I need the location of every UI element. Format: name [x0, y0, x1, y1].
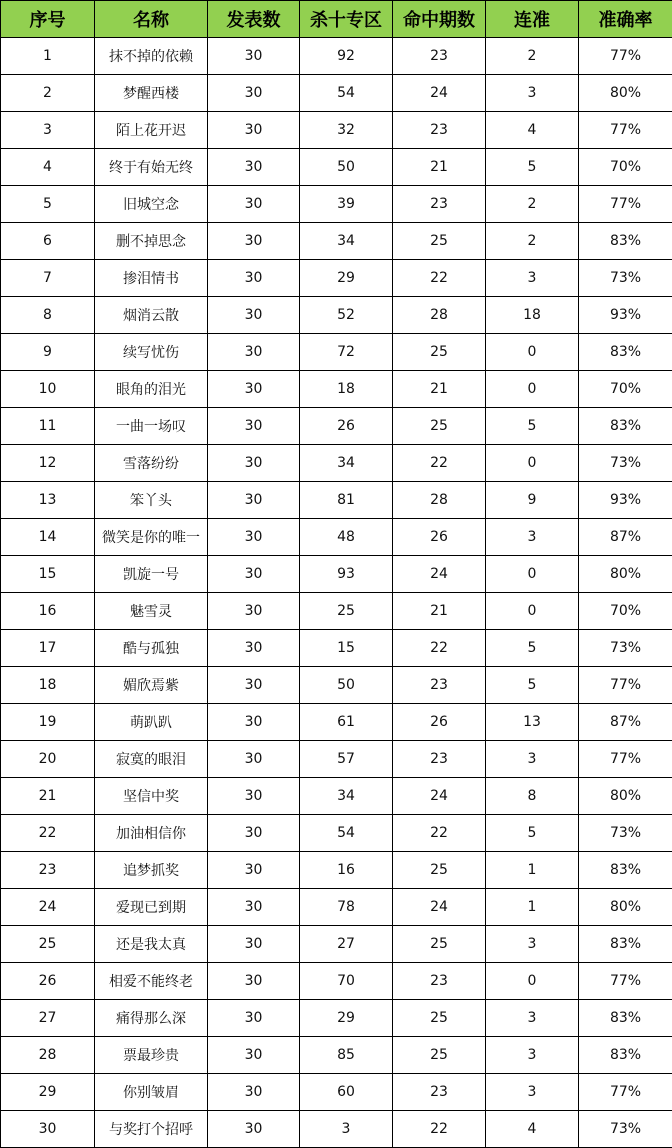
cell-kill-ten: 93 — [300, 556, 393, 593]
cell-kill-ten: 54 — [300, 75, 393, 112]
cell-name: 删不掉思念 — [95, 223, 208, 260]
cell-hits: 26 — [393, 519, 486, 556]
header-posts: 发表数 — [208, 1, 300, 38]
cell-kill-ten: 92 — [300, 38, 393, 75]
table-row — [1, 630, 672, 667]
cell-accuracy: 83% — [579, 408, 672, 445]
table-row — [1, 519, 672, 556]
cell-index: 26 — [1, 963, 95, 1000]
header-name: 名称 — [95, 1, 208, 38]
cell-hits: 25 — [393, 1037, 486, 1074]
cell-kill-ten: 29 — [300, 1000, 393, 1037]
cell-hits: 22 — [393, 260, 486, 297]
table-row — [1, 1074, 672, 1111]
cell-name: 媚欣焉紫 — [95, 667, 208, 704]
cell-streak: 0 — [486, 371, 579, 408]
cell-streak: 9 — [486, 482, 579, 519]
cell-index: 17 — [1, 630, 95, 667]
cell-kill-ten: 15 — [300, 630, 393, 667]
cell-accuracy: 80% — [579, 556, 672, 593]
cell-streak: 0 — [486, 963, 579, 1000]
cell-streak: 5 — [486, 630, 579, 667]
cell-accuracy: 80% — [579, 778, 672, 815]
cell-index: 10 — [1, 371, 95, 408]
cell-name: 坚信中奖 — [95, 778, 208, 815]
cell-posts: 30 — [208, 593, 300, 630]
cell-accuracy: 70% — [579, 371, 672, 408]
cell-index: 11 — [1, 408, 95, 445]
header-row — [1, 1, 672, 38]
table-row — [1, 334, 672, 371]
table-row — [1, 815, 672, 852]
cell-kill-ten: 32 — [300, 112, 393, 149]
cell-accuracy: 83% — [579, 852, 672, 889]
cell-posts: 30 — [208, 445, 300, 482]
cell-posts: 30 — [208, 556, 300, 593]
cell-accuracy: 80% — [579, 889, 672, 926]
cell-name: 追梦抓奖 — [95, 852, 208, 889]
header-index: 序号 — [1, 1, 95, 38]
table-row — [1, 667, 672, 704]
cell-streak: 5 — [486, 408, 579, 445]
cell-index: 9 — [1, 334, 95, 371]
cell-streak: 3 — [486, 260, 579, 297]
cell-hits: 25 — [393, 334, 486, 371]
cell-index: 19 — [1, 704, 95, 741]
cell-index: 4 — [1, 149, 95, 186]
cell-posts: 30 — [208, 371, 300, 408]
cell-hits: 25 — [393, 223, 486, 260]
cell-kill-ten: 81 — [300, 482, 393, 519]
cell-index: 14 — [1, 519, 95, 556]
cell-accuracy: 83% — [579, 334, 672, 371]
table-row — [1, 889, 672, 926]
table-header — [1, 1, 672, 38]
cell-streak: 5 — [486, 667, 579, 704]
cell-hits: 21 — [393, 593, 486, 630]
cell-posts: 30 — [208, 482, 300, 519]
cell-hits: 22 — [393, 445, 486, 482]
cell-accuracy: 77% — [579, 112, 672, 149]
cell-streak: 4 — [486, 112, 579, 149]
cell-posts: 30 — [208, 260, 300, 297]
table-row — [1, 741, 672, 778]
cell-name: 终于有始无终 — [95, 149, 208, 186]
cell-accuracy: 73% — [579, 445, 672, 482]
cell-accuracy: 77% — [579, 667, 672, 704]
cell-kill-ten: 60 — [300, 1074, 393, 1111]
cell-index: 7 — [1, 260, 95, 297]
table-row — [1, 778, 672, 815]
cell-kill-ten: 18 — [300, 371, 393, 408]
cell-streak: 0 — [486, 445, 579, 482]
cell-kill-ten: 61 — [300, 704, 393, 741]
cell-accuracy: 80% — [579, 75, 672, 112]
cell-hits: 22 — [393, 815, 486, 852]
cell-hits: 28 — [393, 482, 486, 519]
table-row — [1, 260, 672, 297]
header-accuracy: 准确率 — [579, 1, 672, 38]
cell-kill-ten: 70 — [300, 963, 393, 1000]
cell-streak: 2 — [486, 38, 579, 75]
cell-streak: 2 — [486, 223, 579, 260]
cell-streak: 0 — [486, 556, 579, 593]
table-row — [1, 1037, 672, 1074]
cell-accuracy: 77% — [579, 1074, 672, 1111]
cell-hits: 21 — [393, 371, 486, 408]
cell-kill-ten: 78 — [300, 889, 393, 926]
cell-name: 你别皱眉 — [95, 1074, 208, 1111]
cell-hits: 28 — [393, 297, 486, 334]
cell-hits: 23 — [393, 38, 486, 75]
cell-kill-ten: 50 — [300, 667, 393, 704]
cell-posts: 30 — [208, 297, 300, 334]
cell-posts: 30 — [208, 667, 300, 704]
table-row — [1, 482, 672, 519]
cell-name: 微笑是你的唯一 — [95, 519, 208, 556]
cell-streak: 3 — [486, 1037, 579, 1074]
cell-index: 30 — [1, 1111, 95, 1148]
cell-index: 29 — [1, 1074, 95, 1111]
cell-kill-ten: 34 — [300, 778, 393, 815]
cell-name: 寂寞的眼泪 — [95, 741, 208, 778]
cell-kill-ten: 48 — [300, 519, 393, 556]
cell-kill-ten: 25 — [300, 593, 393, 630]
cell-posts: 30 — [208, 741, 300, 778]
cell-streak: 18 — [486, 297, 579, 334]
table-row — [1, 704, 672, 741]
cell-hits: 23 — [393, 741, 486, 778]
table-row — [1, 556, 672, 593]
cell-kill-ten: 34 — [300, 445, 393, 482]
cell-streak: 0 — [486, 593, 579, 630]
cell-index: 27 — [1, 1000, 95, 1037]
cell-kill-ten: 27 — [300, 926, 393, 963]
cell-accuracy: 93% — [579, 297, 672, 334]
cell-posts: 30 — [208, 778, 300, 815]
cell-hits: 23 — [393, 1074, 486, 1111]
table-row — [1, 963, 672, 1000]
cell-posts: 30 — [208, 704, 300, 741]
cell-hits: 24 — [393, 778, 486, 815]
cell-kill-ten: 39 — [300, 186, 393, 223]
cell-accuracy: 77% — [579, 186, 672, 223]
cell-name: 相爱不能终老 — [95, 963, 208, 1000]
cell-posts: 30 — [208, 852, 300, 889]
cell-hits: 22 — [393, 1111, 486, 1148]
cell-posts: 30 — [208, 815, 300, 852]
cell-name: 凯旋一号 — [95, 556, 208, 593]
cell-hits: 24 — [393, 556, 486, 593]
cell-name: 痛得那么深 — [95, 1000, 208, 1037]
table-row — [1, 297, 672, 334]
cell-accuracy: 93% — [579, 482, 672, 519]
cell-hits: 23 — [393, 963, 486, 1000]
cell-hits: 23 — [393, 186, 486, 223]
cell-accuracy: 87% — [579, 704, 672, 741]
cell-name: 旧城空念 — [95, 186, 208, 223]
cell-posts: 30 — [208, 926, 300, 963]
cell-posts: 30 — [208, 38, 300, 75]
cell-accuracy: 73% — [579, 260, 672, 297]
cell-index: 20 — [1, 741, 95, 778]
cell-streak: 3 — [486, 519, 579, 556]
cell-streak: 3 — [486, 741, 579, 778]
cell-kill-ten: 54 — [300, 815, 393, 852]
cell-accuracy: 73% — [579, 815, 672, 852]
cell-index: 12 — [1, 445, 95, 482]
cell-hits: 23 — [393, 667, 486, 704]
cell-name: 魅雪灵 — [95, 593, 208, 630]
cell-index: 25 — [1, 926, 95, 963]
cell-name: 雪落纷纷 — [95, 445, 208, 482]
cell-hits: 23 — [393, 112, 486, 149]
table-row — [1, 445, 672, 482]
cell-streak: 4 — [486, 1111, 579, 1148]
cell-streak: 1 — [486, 889, 579, 926]
cell-streak: 8 — [486, 778, 579, 815]
cell-kill-ten: 16 — [300, 852, 393, 889]
cell-index: 16 — [1, 593, 95, 630]
cell-hits: 25 — [393, 1000, 486, 1037]
cell-kill-ten: 29 — [300, 260, 393, 297]
cell-index: 1 — [1, 38, 95, 75]
cell-streak: 3 — [486, 926, 579, 963]
cell-accuracy: 87% — [579, 519, 672, 556]
cell-hits: 21 — [393, 149, 486, 186]
cell-accuracy: 70% — [579, 149, 672, 186]
cell-accuracy: 70% — [579, 593, 672, 630]
cell-index: 13 — [1, 482, 95, 519]
cell-name: 抹不掉的依赖 — [95, 38, 208, 75]
cell-kill-ten: 57 — [300, 741, 393, 778]
cell-accuracy: 83% — [579, 926, 672, 963]
table-row — [1, 926, 672, 963]
cell-posts: 30 — [208, 112, 300, 149]
table-row — [1, 186, 672, 223]
header-kill-ten: 杀十专区 — [300, 1, 393, 38]
cell-posts: 30 — [208, 1111, 300, 1148]
cell-kill-ten: 85 — [300, 1037, 393, 1074]
cell-index: 2 — [1, 75, 95, 112]
cell-kill-ten: 72 — [300, 334, 393, 371]
cell-index: 15 — [1, 556, 95, 593]
cell-name: 掺泪情书 — [95, 260, 208, 297]
cell-accuracy: 73% — [579, 1111, 672, 1148]
cell-name: 陌上花开迟 — [95, 112, 208, 149]
cell-hits: 25 — [393, 408, 486, 445]
cell-index: 28 — [1, 1037, 95, 1074]
cell-kill-ten: 52 — [300, 297, 393, 334]
cell-hits: 24 — [393, 889, 486, 926]
cell-accuracy: 83% — [579, 223, 672, 260]
cell-streak: 3 — [486, 75, 579, 112]
cell-index: 21 — [1, 778, 95, 815]
table-row — [1, 371, 672, 408]
cell-posts: 30 — [208, 1037, 300, 1074]
cell-streak: 13 — [486, 704, 579, 741]
cell-index: 5 — [1, 186, 95, 223]
cell-name: 眼角的泪光 — [95, 371, 208, 408]
table-row — [1, 75, 672, 112]
table-row — [1, 408, 672, 445]
cell-accuracy: 83% — [579, 1000, 672, 1037]
cell-name: 票最珍贵 — [95, 1037, 208, 1074]
cell-name: 梦醒西楼 — [95, 75, 208, 112]
cell-accuracy: 73% — [579, 630, 672, 667]
cell-streak: 5 — [486, 149, 579, 186]
cell-hits: 24 — [393, 75, 486, 112]
cell-hits: 25 — [393, 926, 486, 963]
table-row — [1, 593, 672, 630]
cell-name: 一曲一场叹 — [95, 408, 208, 445]
cell-streak: 5 — [486, 815, 579, 852]
cell-name: 续写忧伤 — [95, 334, 208, 371]
cell-name: 与奖打个招呼 — [95, 1111, 208, 1148]
cell-name: 酷与孤独 — [95, 630, 208, 667]
cell-posts: 30 — [208, 149, 300, 186]
cell-name: 爱现已到期 — [95, 889, 208, 926]
cell-posts: 30 — [208, 75, 300, 112]
cell-streak: 3 — [486, 1000, 579, 1037]
table-body — [1, 38, 672, 1148]
cell-posts: 30 — [208, 630, 300, 667]
cell-accuracy: 83% — [579, 1037, 672, 1074]
table-row — [1, 112, 672, 149]
cell-posts: 30 — [208, 186, 300, 223]
table-row — [1, 149, 672, 186]
cell-index: 18 — [1, 667, 95, 704]
cell-streak: 2 — [486, 186, 579, 223]
cell-index: 23 — [1, 852, 95, 889]
cell-kill-ten: 50 — [300, 149, 393, 186]
cell-index: 3 — [1, 112, 95, 149]
cell-name: 烟消云散 — [95, 297, 208, 334]
table-row — [1, 852, 672, 889]
cell-posts: 30 — [208, 1074, 300, 1111]
cell-streak: 3 — [486, 1074, 579, 1111]
cell-name: 还是我太真 — [95, 926, 208, 963]
cell-index: 22 — [1, 815, 95, 852]
header-hits: 命中期数 — [393, 1, 486, 38]
cell-kill-ten: 34 — [300, 223, 393, 260]
cell-hits: 26 — [393, 704, 486, 741]
header-streak: 连准 — [486, 1, 579, 38]
cell-streak: 1 — [486, 852, 579, 889]
table-row — [1, 1000, 672, 1037]
cell-index: 6 — [1, 223, 95, 260]
cell-accuracy: 77% — [579, 38, 672, 75]
cell-kill-ten: 3 — [300, 1111, 393, 1148]
cell-hits: 22 — [393, 630, 486, 667]
cell-streak: 0 — [486, 334, 579, 371]
cell-accuracy: 77% — [579, 741, 672, 778]
cell-posts: 30 — [208, 334, 300, 371]
cell-kill-ten: 26 — [300, 408, 393, 445]
cell-posts: 30 — [208, 1000, 300, 1037]
table-row — [1, 223, 672, 260]
cell-name: 加油相信你 — [95, 815, 208, 852]
table-row — [1, 38, 672, 75]
cell-index: 24 — [1, 889, 95, 926]
cell-name: 萌趴趴 — [95, 704, 208, 741]
cell-posts: 30 — [208, 223, 300, 260]
cell-posts: 30 — [208, 408, 300, 445]
cell-posts: 30 — [208, 963, 300, 1000]
cell-accuracy: 77% — [579, 963, 672, 1000]
cell-index: 8 — [1, 297, 95, 334]
cell-name: 笨丫头 — [95, 482, 208, 519]
cell-posts: 30 — [208, 519, 300, 556]
cell-hits: 25 — [393, 852, 486, 889]
table-row — [1, 1111, 672, 1148]
cell-posts: 30 — [208, 889, 300, 926]
